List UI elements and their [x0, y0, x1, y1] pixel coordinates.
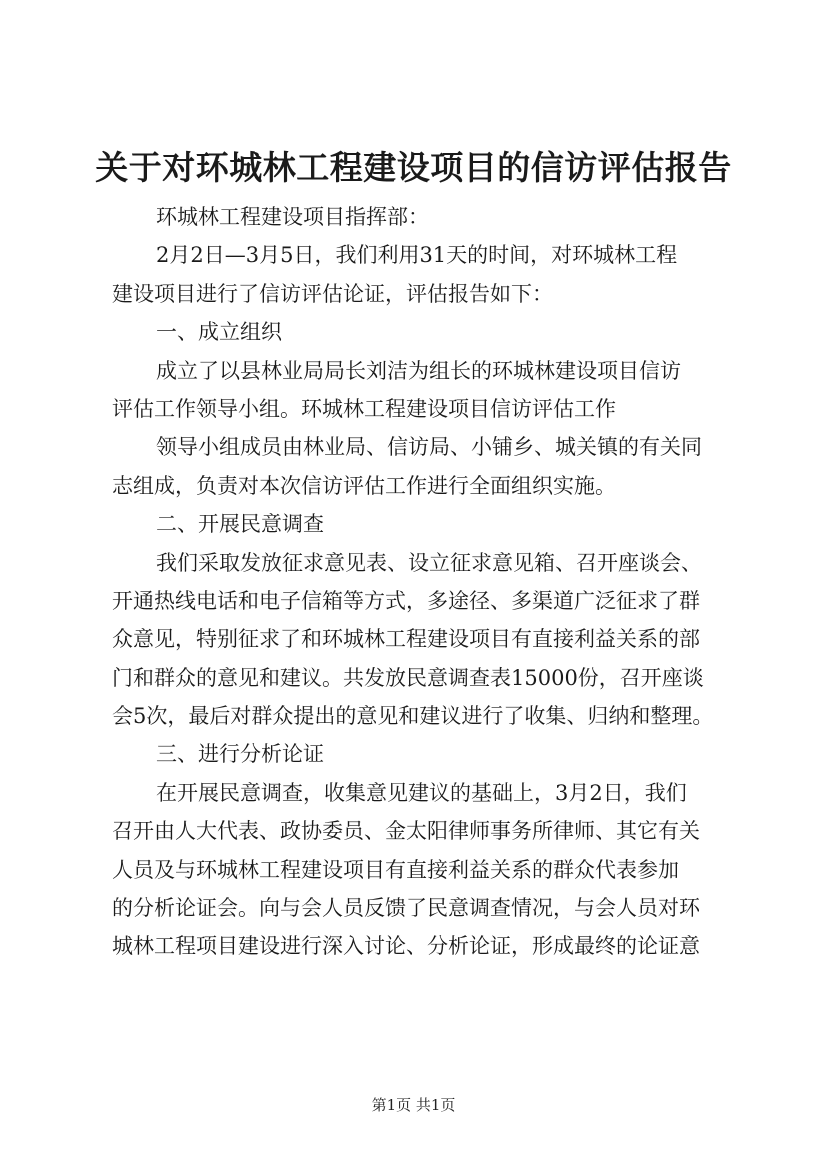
text-line: 的分析论证会。向与会人员反馈了民意调查情况，与会人员对环 [112, 896, 700, 921]
text-line: 领导小组成员由林业局、信访局、小铺乡、城关镇的有关同 [156, 435, 702, 460]
text-line: 一、成立组织 [156, 320, 282, 345]
text-line: 开通热线电话和电子信箱等方式，多途径、多渠道广泛征求了群 [112, 588, 700, 613]
text-line: 在开展民意调查，收集意见建议的基础上，3月2日，我们 [156, 780, 687, 805]
document-title: 关于对环城林工程建设项目的信访评估报告 [95, 148, 732, 187]
document-body [112, 198, 732, 966]
text-line: 建设项目进行了信访评估论证，评估报告如下： [112, 281, 553, 306]
text-line: 成立了以县林业局局长刘洁为组长的环城林建设项目信访 [156, 358, 681, 383]
text-line: 会5次，最后对群众提出的意见和建议进行了收集、归纳和整理。 [112, 704, 714, 729]
text-line: 二、开展民意调查 [156, 512, 324, 537]
text-line: 人员及与环城林工程建设项目有直接利益关系的群众代表参加 [112, 857, 679, 882]
text-line: 环城林工程建设项目指挥部： [156, 205, 429, 229]
text-line: 众意见，特别征求了和环城林工程建设项目有直接利益关系的部 [112, 627, 700, 652]
page-footer: 第1页 共1页 [371, 1096, 456, 1114]
text-line: 志组成，负责对本次信访评估工作进行全面组织实施。 [112, 473, 616, 498]
text-line: 我们采取发放征求意见表、设立征求意见箱、召开座谈会、 [156, 550, 702, 575]
text-line: 门和群众的意见和建议。共发放民意调查表15000份，召开座谈 [112, 665, 704, 690]
text-line: 三、进行分析论证 [156, 742, 324, 767]
text-line: 2月2日—3月5日，我们利用31天的时间，对环城林工程 [156, 243, 678, 268]
text-line: 城林工程项目建设进行深入讨论、分析论证，形成最终的论证意 [112, 934, 700, 959]
text-line: 评估工作领导小组。环城林工程建设项目信访评估工作 [112, 396, 616, 421]
text-line: 召开由人大代表、政协委员、金太阳律师事务所律师、其它有关 [112, 819, 700, 844]
